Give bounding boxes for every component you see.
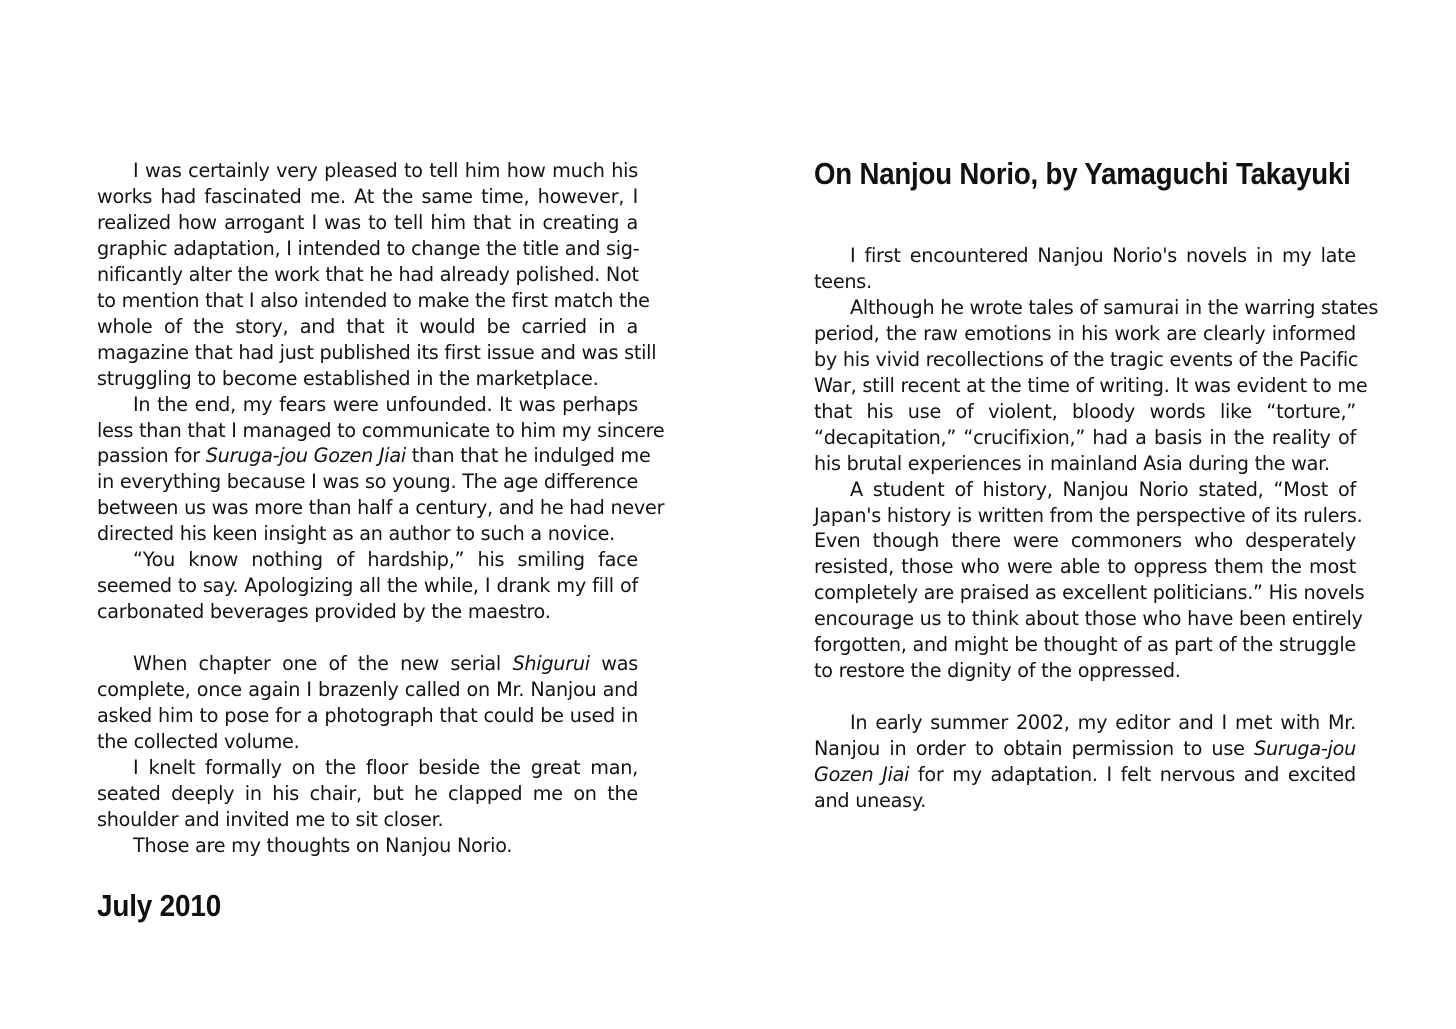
- text-line: that his use of violent, bloody words like “torture,”: [814, 399, 1356, 423]
- italic-title: Shigurui: [512, 652, 590, 676]
- text-line: “decapitation,” “crucifixion,” had a basis in the reality of: [814, 425, 1356, 449]
- italic-title: Gozen Jiai: [814, 763, 910, 787]
- text-line: his brutal experiences in mainland Asia during the war.: [814, 451, 1330, 475]
- text-line: graphic adaptation, I intended to change the title and sig-: [97, 236, 640, 260]
- text-line: Those are my thoughts on Nanjou Norio.: [133, 833, 513, 857]
- text-line: and uneasy.: [814, 789, 927, 812]
- text-line: complete, once again I brazenly called on Mr. Nanjou and: [97, 678, 638, 702]
- text-line: completely are praised as excellent politicians.” His novels: [814, 581, 1365, 605]
- text-line: directed his keen insight as an author to such a novice.: [97, 522, 616, 546]
- text-line: Gozen Jiai for my adaptation. I felt nervous and excited: [814, 763, 1356, 787]
- text-line: period, the raw emotions in his work are clearly informed: [814, 321, 1356, 345]
- text-line: Japan's history is written from the perspective of its rulers.: [814, 503, 1363, 527]
- text-line: realized how arrogant I was to tell him that in creating a: [97, 210, 638, 234]
- text-line: between us was more than half a century, and he had never: [97, 496, 665, 520]
- text-line: carbonated beverages provided by the maestro.: [97, 600, 551, 624]
- text-line: Even though there were commoners who desperately: [814, 529, 1356, 553]
- date-heading: July 2010: [97, 888, 222, 923]
- italic-title: Suruga-jou Gozen Jiai: [205, 444, 406, 468]
- text-line: seemed to say. Apologizing all the while, I drank my fill of: [97, 574, 638, 598]
- text-line: to restore the dignity of the oppressed.: [814, 659, 1181, 683]
- text-line: In the end, my fears were unfounded. It was perhaps: [133, 392, 638, 416]
- text-line: in everything because I was so young. The age difference: [97, 470, 638, 494]
- text-line: I knelt formally on the floor beside the great man,: [133, 755, 638, 779]
- text-line: to mention that I also intended to make the first match the: [97, 288, 650, 312]
- text-line: passion for Suruga-jou Gozen Jiai than that he indulged me: [97, 444, 651, 468]
- text-line: I was certainly very pleased to tell him how much his: [133, 159, 638, 182]
- text-line: War, still recent at the time of writing. It was evident to me: [814, 373, 1368, 397]
- text-line: Although he wrote tales of samurai in the warring states: [850, 295, 1379, 319]
- text-line: works had fascinated me. At the same time, however, I: [97, 184, 638, 208]
- text-line: whole of the story, and that it would be carried in a: [97, 314, 638, 338]
- text-line: struggling to become established in the marketplace.: [97, 366, 599, 390]
- text-line: nificantly alter the work that he had already polished. Not: [97, 262, 639, 286]
- text-line: teens.: [814, 269, 872, 293]
- text-line: forgotten, and might be thought of as part of the struggle: [814, 633, 1356, 657]
- text-line: less than that I managed to communicate to him my sincere: [97, 418, 665, 442]
- text-line: In early summer 2002, my editor and I met with Mr.: [850, 711, 1356, 735]
- text-line: asked him to pose for a photograph that could be used in: [97, 704, 638, 727]
- italic-title: Suruga-jou: [1254, 737, 1356, 761]
- text-line: magazine that had just published its first issue and was still: [97, 340, 657, 364]
- text-line: shoulder and invited me to sit closer.: [97, 807, 444, 831]
- text-line: I first encountered Nanjou Norio's novels in my late: [850, 244, 1356, 267]
- text-line: resisted, those who were able to oppress them the most: [814, 555, 1356, 579]
- text-line: the collected volume.: [97, 729, 300, 753]
- text-line: A student of history, Nanjou Norio stated, “Most of: [850, 477, 1356, 501]
- text-line: encourage us to think about those who have been entirely: [814, 607, 1363, 631]
- text-line: Nanjou in order to obtain permission to use Suruga-jou: [814, 737, 1356, 761]
- essay-title: On Nanjou Norio, by Yamaguchi Takayuki: [814, 157, 1351, 191]
- text-line: seated deeply in his chair, but he clapped me on the: [97, 781, 638, 805]
- text-line: When chapter one of the new serial Shigurui was: [133, 652, 638, 676]
- text-line: “You know nothing of hardship,” his smiling face: [133, 548, 638, 572]
- text-line: by his vivid recollections of the tragic events of the Pacific: [814, 347, 1359, 371]
